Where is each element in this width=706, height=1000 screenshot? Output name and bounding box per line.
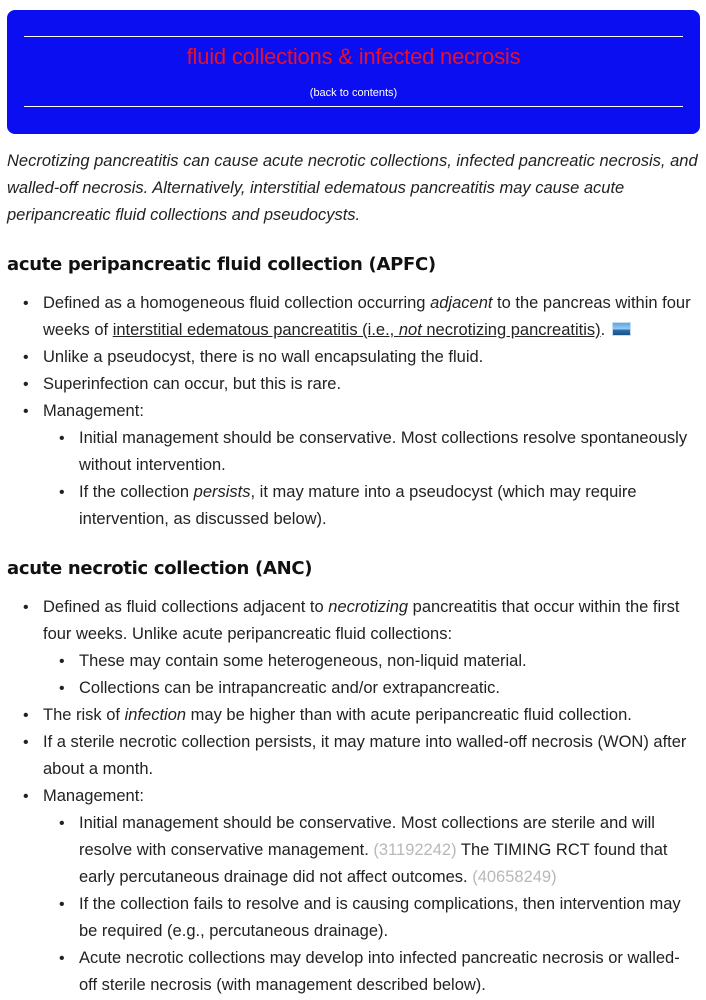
list-item: • These may contain some heterogeneous, non-liquid material. bbox=[79, 648, 697, 675]
list-item: • Acute necrotic collections may develop into infected pancreatic necrosis or walled-off sterile necrosis (with management described below). bbox=[79, 945, 697, 999]
list-item-text: to the pancreas within four weeks of bbox=[43, 294, 691, 339]
list-item-text: . bbox=[600, 321, 606, 339]
list-item: • If a sterile necrotic collection persists, it may mature into walled-off necrosis (WON) after about a month. bbox=[43, 729, 697, 783]
link-text: necrotizing pancreatitis) bbox=[421, 321, 601, 339]
colon: : bbox=[139, 402, 144, 420]
list-item-text: Defined as fluid collections adjacent to bbox=[43, 598, 329, 616]
anc-list bbox=[7, 594, 697, 999]
list-item bbox=[79, 479, 697, 533]
emphasis-text: not bbox=[398, 321, 422, 339]
link-text: interstitial edematous pancreatitis (i.e., bbox=[112, 321, 399, 339]
emphasis-text: necrotizing bbox=[328, 598, 409, 616]
emphasis-text: adjacent bbox=[430, 294, 493, 312]
back-to-contents-link[interactable]: (back to contents) bbox=[309, 87, 398, 99]
list-item bbox=[43, 290, 697, 344]
pubmed-reference-link[interactable]: (31192242) bbox=[373, 841, 457, 859]
anc-heading: acute necrotic collection (ANC) bbox=[7, 558, 313, 579]
apfc-list bbox=[7, 290, 697, 533]
list-item: • If the collection fails to resolve and is causing complications, then intervention may be required (e.g., percutaneous drainage). bbox=[79, 891, 697, 945]
pubmed-reference-link[interactable]: (40658249) bbox=[472, 868, 557, 886]
banner-top-rule bbox=[24, 36, 683, 37]
list-item: • Initial management should be conservative. Most collections resolve spontaneously without intervention. bbox=[79, 425, 697, 479]
list-item-text: The TIMING RCT found that early percutaneous drainage did not affect outcomes. bbox=[79, 841, 668, 886]
list-item-text: Initial management should be conservative. Most collections are sterile and will resolve with conservative management. bbox=[79, 814, 655, 859]
section-banner bbox=[7, 10, 700, 134]
banner-bottom-rule bbox=[24, 106, 683, 107]
colon: : bbox=[139, 787, 144, 805]
management-label: Management bbox=[43, 402, 140, 420]
emphasis-text: infection bbox=[124, 706, 187, 724]
intro-paragraph: Necrotizing pancreatitis can cause acute necrotic collections, infected pancreatic necrosis, and walled-off necrosis. Alternatively, interstitial edematous pancreatitis may cause acute peripancreatic fluid collections and pseudocysts. bbox=[7, 152, 698, 224]
list-item: • Collections can be intrapancreatic and/or extrapancreatic. bbox=[79, 675, 697, 702]
list-item bbox=[79, 810, 697, 891]
page-title: fluid collections & infected necrosis bbox=[186, 44, 521, 69]
list-item: • Unlike a pseudocyst, there is no wall encapsulating the fluid. bbox=[43, 344, 697, 371]
list-item: • Superinfection can occur, but this is rare. bbox=[43, 371, 697, 398]
apfc-heading: acute peripancreatic fluid collection (APFC) bbox=[7, 254, 436, 275]
list-item bbox=[43, 594, 697, 702]
list-item bbox=[43, 702, 697, 729]
list-item-text: If the collection bbox=[79, 483, 194, 501]
list-item-text: The risk of bbox=[43, 706, 125, 724]
emphasis-text: persists bbox=[193, 483, 251, 501]
image-icon[interactable] bbox=[612, 322, 631, 336]
list-item-text: pancreatitis that occur within the first four weeks. Unlike acute peripancreatic fluid collections: bbox=[43, 598, 680, 643]
list-item bbox=[43, 783, 697, 999]
list-item-text: , it may mature into a pseudocyst (which may require intervention, as discussed below). bbox=[79, 483, 637, 528]
interstitial-pancreatitis-link[interactable] bbox=[113, 321, 601, 339]
list-item-text: may be higher than with acute peripancreatic fluid collection. bbox=[186, 706, 632, 724]
list-item-text: Defined as a homogeneous fluid collection occurring bbox=[43, 294, 431, 312]
management-label: Management bbox=[43, 787, 140, 805]
list-item bbox=[43, 398, 697, 533]
